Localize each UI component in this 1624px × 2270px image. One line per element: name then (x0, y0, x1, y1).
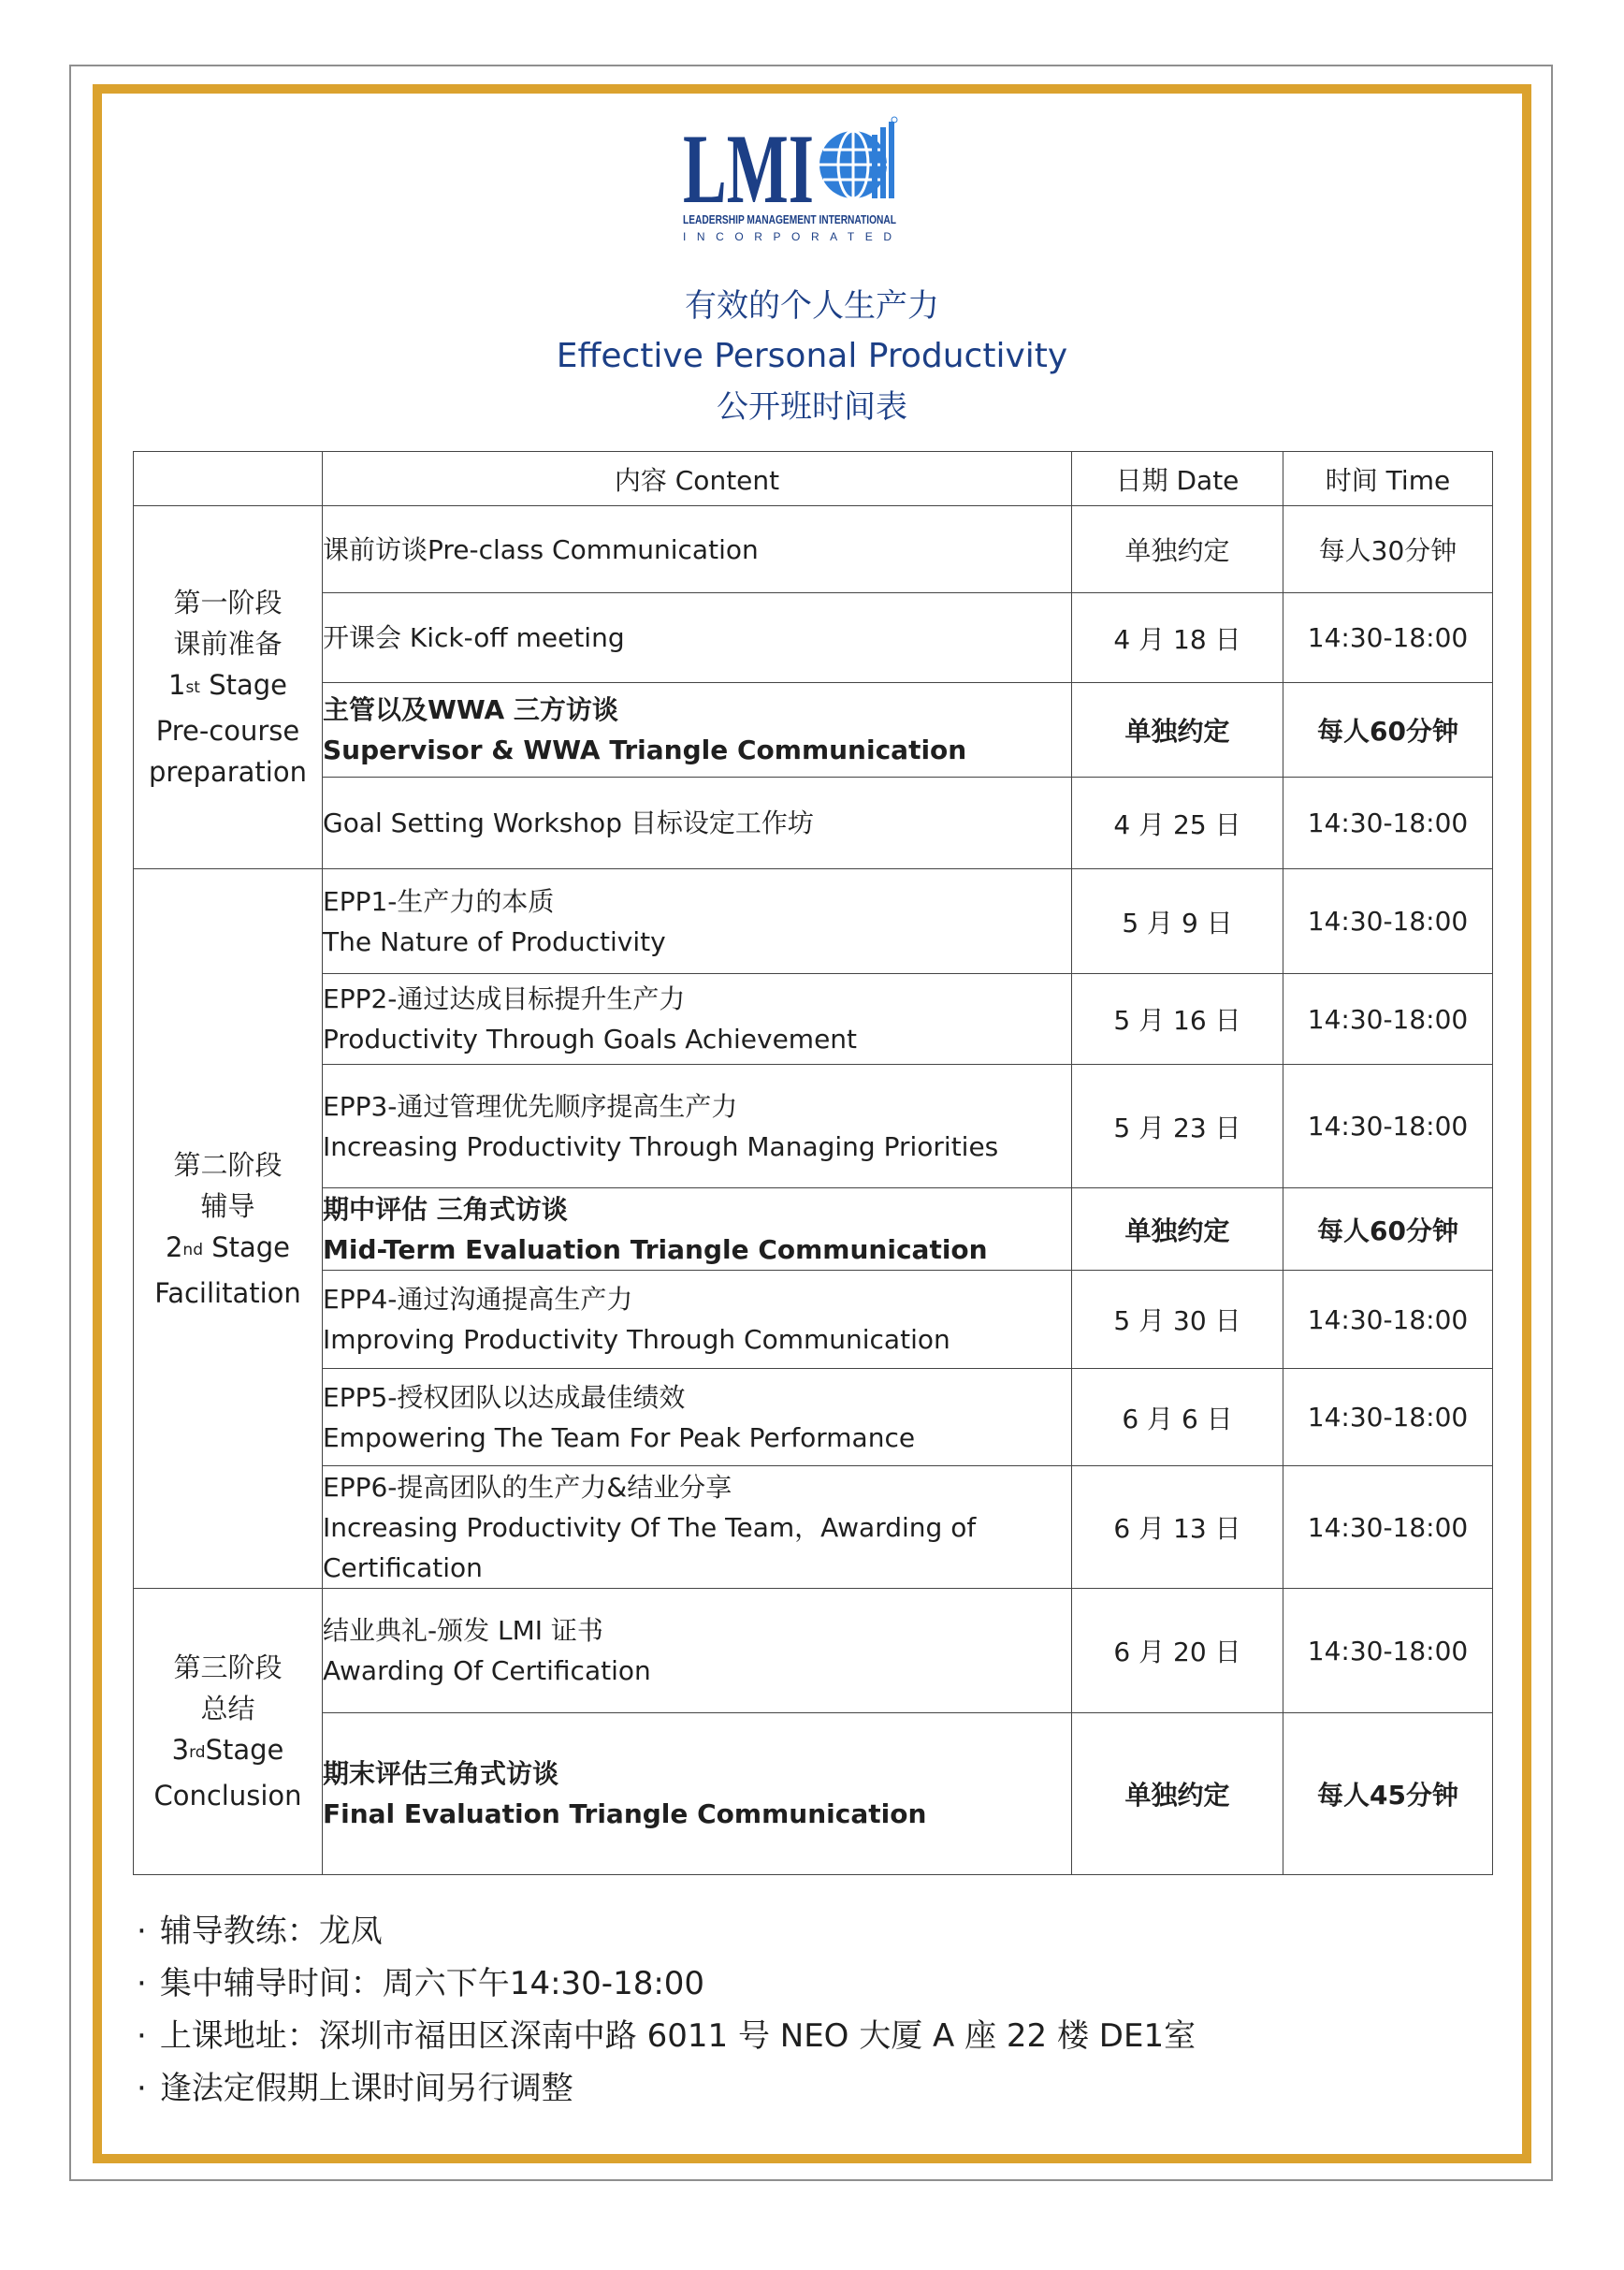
stage-label-en (134, 1729, 322, 1775)
session-content: 开课会 Kick-off meeting (323, 593, 1072, 683)
session-time: 14:30-18:00 (1283, 1271, 1493, 1369)
stage-label-en-1: Conclusion (153, 1780, 302, 1812)
session-date: 单独约定 (1072, 506, 1283, 593)
session-date: 单独约定 (1072, 683, 1283, 778)
header-date: 日期 Date (1072, 452, 1283, 506)
stage-label-cn-sub: 总结 (200, 1693, 255, 1724)
session-content: EPP6-提高团队的生产力&结业分享 Increasing Productivity Of The Team，Awarding of Certification (323, 1466, 1072, 1589)
session-time: 14:30-18:00 (1283, 593, 1493, 683)
table-row (134, 593, 1493, 683)
session-date: 6 月 20 日 (1072, 1589, 1283, 1713)
table-row (134, 1713, 1493, 1875)
stage-label-cn-sub: 辅导 (200, 1189, 255, 1222)
logo-brand-text: LMI (683, 116, 814, 224)
table-row (134, 869, 1493, 974)
title-block (0, 281, 1624, 432)
stage-label-cn-sub: 课前准备 (173, 628, 283, 660)
stage-ordinal-num: 2 (165, 1230, 183, 1263)
session-date: 单独约定 (1072, 1713, 1283, 1875)
stage-ordinal-num: 3 (171, 1734, 190, 1766)
stage-word: Stage (205, 1734, 284, 1766)
stage-label-en (134, 664, 322, 710)
session-date: 5 月 16 日 (1072, 974, 1283, 1065)
session-content: Goal Setting Workshop 目标设定工作坊 (323, 778, 1072, 869)
stage-label-en (134, 1227, 322, 1273)
session-time: 14:30-18:00 (1283, 1369, 1493, 1466)
table-row (134, 1589, 1493, 1713)
session-date: 4 月 18 日 (1072, 593, 1283, 683)
header-row (134, 452, 1493, 506)
stage-ordinal-suffix: st (185, 678, 200, 697)
session-time: 每人60分钟 (1283, 683, 1493, 778)
stage-label-en-2: preparation (149, 756, 307, 788)
session-content: EPP1-生产力的本质 The Nature of Productivity (323, 869, 1072, 974)
stage-label-cn: 第一阶段 (173, 587, 283, 618)
stage-3-cell (134, 1589, 323, 1875)
stage-1-cell (134, 506, 323, 869)
header-content: 内容 Content (323, 452, 1072, 506)
session-date: 6 月 13 日 (1072, 1466, 1283, 1589)
stage-ordinal-suffix: rd (189, 1743, 206, 1762)
session-content: 期中评估 三角式访谈 Mid-Term Evaluation Triangle Communication (323, 1188, 1072, 1271)
stage-label-cn: 第二阶段 (173, 1148, 283, 1181)
note-address: · 上课地址：深圳市福田区深南中路 6011 号 NEO 大厦 A 座 22 楼 DE1室 (137, 2017, 1196, 2055)
title-cn: 有效的个人生产力 (685, 287, 939, 325)
table-row (134, 1271, 1493, 1369)
note-holiday: · 逢法定假期上课时间另行调整 (137, 2070, 573, 2107)
lmi-logo (683, 116, 900, 247)
table-row (134, 1188, 1493, 1271)
header-stage (134, 452, 323, 506)
session-time: 14:30-18:00 (1283, 1466, 1493, 1589)
session-time: 每人45分钟 (1283, 1713, 1493, 1875)
table-row (134, 1369, 1493, 1466)
session-content: 主管以及WWA 三方访谈 Supervisor & WWA Triangle Communication (323, 683, 1072, 778)
logo-tagline: INCORPORATED (683, 230, 896, 243)
table-row (134, 974, 1493, 1065)
session-content: 结业典礼-颁发 LMI 证书 Awarding Of Certification (323, 1589, 1072, 1713)
session-date: 单独约定 (1072, 1188, 1283, 1271)
stage-word: Stage (211, 1230, 291, 1263)
table-row (134, 778, 1493, 869)
session-content: EPP5-授权团队以达成最佳绩效 Empowering The Team For Peak Performance (323, 1369, 1072, 1466)
session-time: 14:30-18:00 (1283, 974, 1493, 1065)
stage-label-cn: 第三阶段 (173, 1652, 283, 1683)
session-date: 5 月 23 日 (1072, 1065, 1283, 1188)
table-row (134, 506, 1493, 593)
schedule-table (133, 451, 1493, 1875)
title-subtitle: 公开班时间表 (717, 388, 907, 426)
session-content: EPP4-通过沟通提高生产力 Improving Productivity Through Communication (323, 1271, 1072, 1369)
session-content: 期末评估三角式访谈 Final Evaluation Triangle Communication (323, 1713, 1072, 1875)
stage-label-en-1: Facilitation (154, 1276, 301, 1309)
session-content: EPP2-通过达成目标提升生产力 Productivity Through Goals Achievement (323, 974, 1072, 1065)
globe-icon (819, 117, 897, 198)
stage-ordinal-num: 1 (167, 669, 186, 701)
stage-2-cell (134, 869, 323, 1589)
session-date: 5 月 9 日 (1072, 869, 1283, 974)
table-row (134, 683, 1493, 778)
session-time: 14:30-18:00 (1283, 778, 1493, 869)
header-time: 时间 Time (1283, 452, 1493, 506)
stage-label-en-1: Pre-course (155, 715, 300, 747)
stage-ordinal-suffix: nd (182, 1240, 203, 1259)
stage-word: Stage (209, 669, 287, 701)
session-content: 课前访谈Pre-class Communication (323, 506, 1072, 593)
notes-list (137, 1905, 1196, 2115)
session-content: EPP3-通过管理优先顺序提高生产力 Increasing Productivity Through Managing Priorities (323, 1065, 1072, 1188)
logo-full-name: LEADERSHIP MANAGEMENT INTERNATIONAL (683, 212, 897, 226)
note-schedule: · 集中辅导时间：周六下午14:30-18:00 (137, 1965, 705, 2002)
session-time: 14:30-18:00 (1283, 1065, 1493, 1188)
table-row (134, 1065, 1493, 1188)
session-time: 每人60分钟 (1283, 1188, 1493, 1271)
note-coach: · 辅导教练：龙凤 (137, 1913, 383, 1950)
session-date: 6 月 6 日 (1072, 1369, 1283, 1466)
table-row (134, 1466, 1493, 1589)
session-time: 14:30-18:00 (1283, 1589, 1493, 1713)
session-date: 4 月 25 日 (1072, 778, 1283, 869)
title-en: Effective Personal Productivity (556, 337, 1068, 375)
session-time: 14:30-18:00 (1283, 869, 1493, 974)
session-time: 每人30分钟 (1283, 506, 1493, 593)
session-date: 5 月 30 日 (1072, 1271, 1283, 1369)
